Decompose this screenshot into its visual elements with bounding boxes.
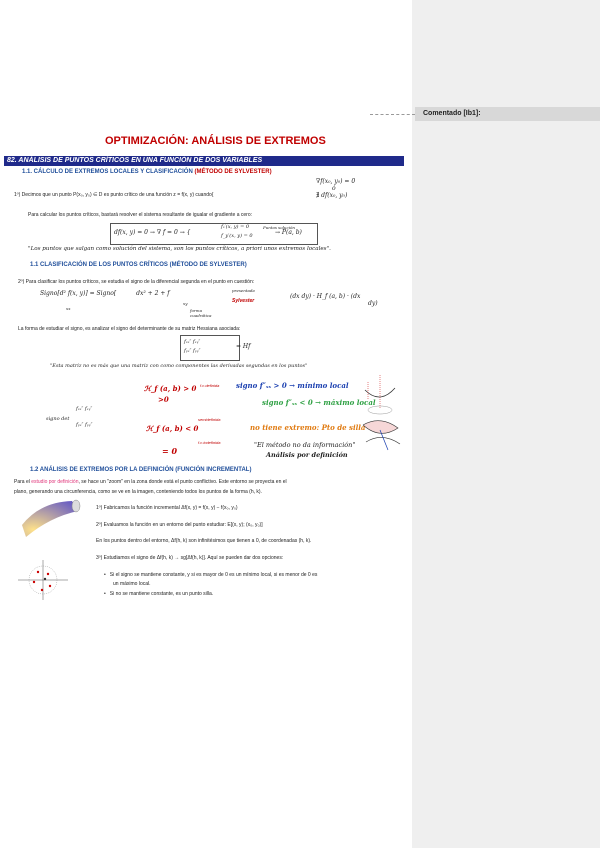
sign-xx-subscript: xx <box>66 306 71 311</box>
hessian-matrix: fₓₓ″ fₓᵧ″ fᵧₓ″ fᵧᵧ″ <box>180 335 240 361</box>
step-2: 2º) Evaluamos la función en un entorno del punto estudiar: E[(x, y); (x₀, y₀)] <box>96 522 263 528</box>
surface-sketch-icon <box>360 370 410 460</box>
case-gt-zero: >0 <box>158 395 169 404</box>
gradient-equation: df(x, y) = 0 → ∇ f = 0 → { fₓ′(x, y) = 0 f_y′(x, y) = 0 Puntos solución → P(a, b) <box>110 223 318 245</box>
comments-sidebar <box>412 0 600 848</box>
case-saddle: no tiene extremo: Pto de silla <box>250 423 366 432</box>
det-matrix: fₓₓ″ fₓᵧ″ fᵧₓ″ fᵧᵧ″ <box>76 406 93 428</box>
case-no-info: "El método no da información" <box>254 441 356 449</box>
label-forma-cuadratica: forma cuadrática <box>190 308 212 318</box>
page-title: OPTIMIZACIÓN: ANÁLISIS DE EXTREMOS <box>105 135 326 147</box>
comment-box[interactable]: Comentado [Ib1]: <box>415 107 600 121</box>
subheading-3: 1.2 ANÁLISIS DE EXTREMOS POR LA DEFINICIÓN (FUNCIÓN INCREMENTAL) <box>30 467 252 473</box>
sign-det-label: signo det <box>46 416 70 422</box>
label-definida: f.c.definida <box>200 383 220 388</box>
case-negative-hessian: ℋ_f (a, b) < 0 <box>146 424 199 433</box>
matrix-product: (dx dy) · H_f (a, b) · (dx <box>290 293 361 300</box>
label-semidefinida: semidefinida <box>198 417 221 422</box>
hessian-equals: = Hf <box>236 343 251 350</box>
point-cloud-icon <box>18 560 68 600</box>
case-maximum: signo f″ₓₓ < 0 → máximo local <box>262 398 376 407</box>
comment-connector <box>370 114 415 115</box>
spotlight-cone-icon <box>20 497 82 542</box>
paragraph-gradient: Para calcular los puntos críticos, bastará resolver el sistema resultante de igualar el gradiente a cero: <box>28 212 253 218</box>
case-definition-analysis: Análisis por definición <box>266 451 348 459</box>
label-presentada: presentada <box>232 288 255 293</box>
section-heading: 82. ANÁLISIS DE PUNTOS CRÍTICOS EN UNA FUNCIÓN DE DOS VARIABLES <box>7 157 263 164</box>
matrix-product-dy: dy) <box>368 300 378 307</box>
case-zero: = 0 <box>162 446 178 456</box>
label-sylvester: Sylvester <box>232 298 255 304</box>
label-indefinida: f.c.indefinida <box>198 440 221 445</box>
bullet-constant-2: un máximo local. <box>113 581 151 587</box>
critical-conditions: ∇f(x₀, y₀) = 0 ó ∄ df(x₀, y₀) <box>316 178 356 199</box>
paragraph-definition-2: plano, generando una circunferencia, como se ve en la imagen, conteniendo todos los puntos de la forma (h, k). <box>14 489 262 495</box>
bullet-constant: • Si el signo se mantiene constante, y si es mayor de 0 es un mínimo local, si es menor de 0 es <box>104 572 317 578</box>
step-3: 3º) Estudiamos el signo de Δf(h, k) → sg[Δf(h, k)]. Aquí se pueden dar dos opciones: <box>96 555 284 561</box>
case-minimum: signo f″ₓₓ > 0 → mínimo local <box>236 381 349 390</box>
paragraph-hessian: La forma de estudiar el signo, es analizar el signo del determinante de su matriz Hessiana asociada: <box>18 326 241 332</box>
subheading-1: 1.1. CÁLCULO DE EXTREMOS LOCALES Y CLASIFICACIÓN (MÉTODO DE SYLVESTER) <box>22 169 272 175</box>
quote-hessian: "Esta matriz no es más que una matriz con como componentes las derivadas segundas en los puntos" <box>50 363 308 369</box>
quote-critical-points: "Los puntos que salgan como solución del sistema, son los puntos críticos, a priori unos extremos locales". <box>28 246 331 252</box>
step-1: 1º) Fabricamos la función incremental Δf(x, y) = f(x, y) − f(x₀, y₀) <box>96 505 238 511</box>
sign-equation: Signo[d² f(x, y)] = Signo[ dx² + 2 + f <box>40 290 170 297</box>
sign-xy-subscript: xy <box>183 301 188 306</box>
case-positive-hessian: ℋ_f (a, b) > 0 <box>144 384 197 393</box>
paragraph-second-differential: 2º) Para clasificar los puntos críticos, se estudia el signo de la diferencial segunda en el punto en cuestión: <box>18 279 255 285</box>
step-2-detail: En los puntos dentro del entorno, Δf(h, k) son infinitésimos que tienen a 0, de coordenadas (h, k). <box>96 538 312 544</box>
paragraph-definition: Para el estudio por definición, se hace un "zoom" en la zona donde está el punto conflictivo. Este entorno se proyecta en el <box>14 479 287 485</box>
subheading-2: 1.1 CLASIFICACIÓN DE LOS PUNTOS CRÍTICOS (MÉTODO DE SYLVESTER) <box>30 262 247 268</box>
paragraph-critical-point: 1º) Decimos que un punto P(x₀, y₀) ∈ D es punto crítico de una función z = f(x, y) cuando{ <box>14 192 214 198</box>
bullet-not-constant: • Si no se mantiene constante, es un punto silla. <box>104 591 213 597</box>
